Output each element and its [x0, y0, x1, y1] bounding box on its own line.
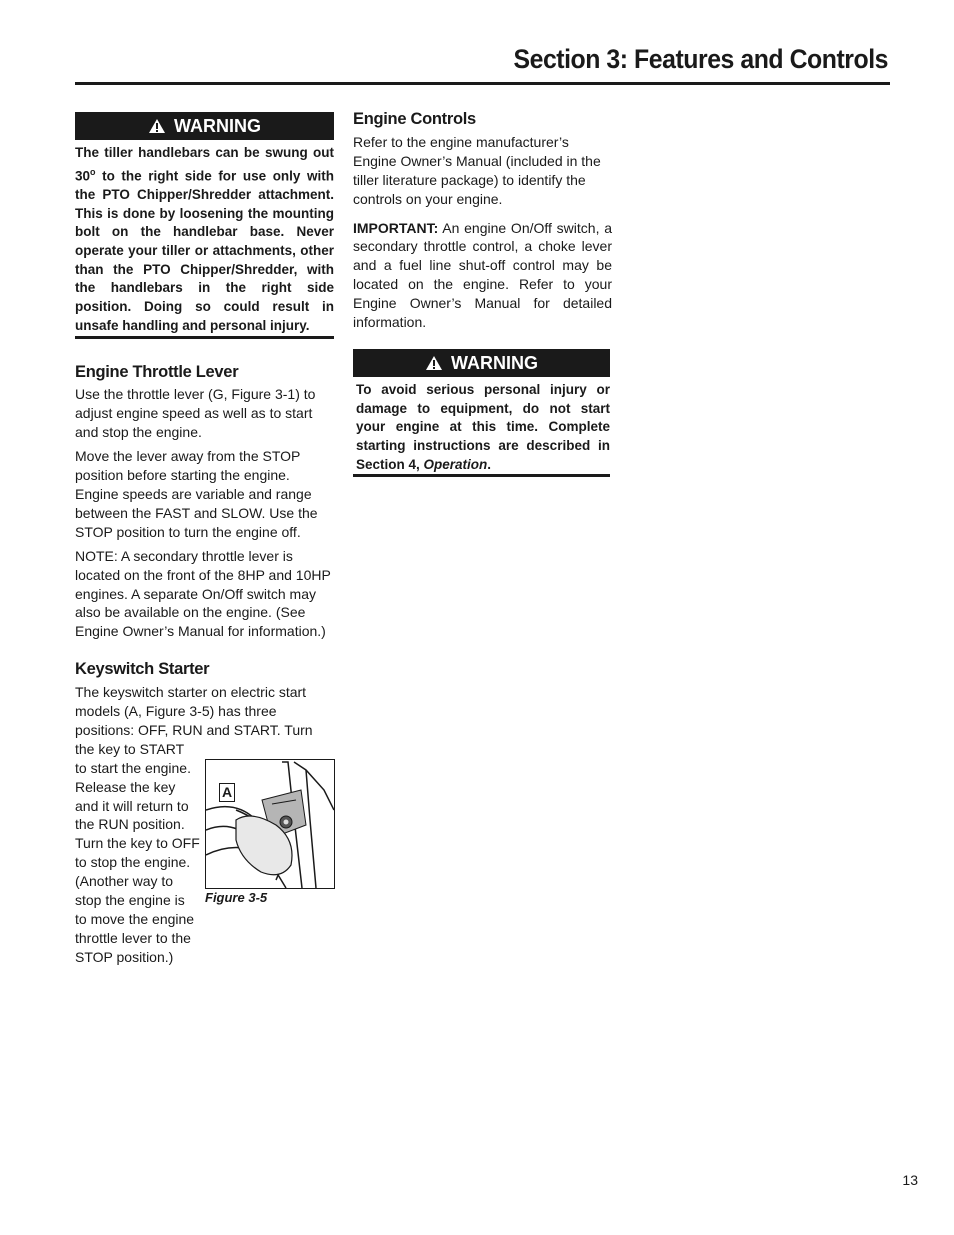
paragraph-wrapped: to start the engine. Release the key and it will return to the RUN position. Turn the key to OFF to stop the engine. (Another way to stop the engine is to move the engine throttle lever to the STOP position.)	[75, 759, 200, 965]
important-label: IMPORTANT:	[353, 219, 439, 236]
paragraph: Refer to the engine manufacturer’s Engine Owner’s Manual (included in the tiller literature package) to identify the controls on your engine.	[353, 133, 601, 207]
operation-italic: Operation	[423, 456, 488, 472]
figure-keyswitch	[205, 759, 335, 889]
figure-caption: Figure 3-5	[205, 890, 268, 905]
keyswitch-illustration	[206, 760, 334, 888]
heading-engine-controls: Engine Controls	[353, 110, 476, 128]
page-number: 13	[902, 1172, 918, 1188]
important-paragraph: IMPORTANT: An engine On/Off switch, a secondary throttle control, a choke lever and a fuel line shut-off control may be located on the engine. Refer to your Engine Owner’s Manual for detailed information.	[353, 219, 612, 331]
warning-label: WARNING	[451, 352, 538, 373]
paragraph: Use the throttle lever (G, Figure 3-1) to adjust engine speed as well as to start and stop the engine.	[75, 386, 316, 441]
title-rule	[75, 82, 890, 85]
warning-text: To avoid serious personal injury or damage to equipment, do not start your engine at this time. Complete starting instructions are described in Section 4, Operation.	[353, 377, 610, 478]
warning-banner	[353, 349, 610, 377]
section-title: Section 3: Features and Controls	[513, 44, 888, 74]
heading-keyswitch: Keyswitch Starter	[75, 660, 210, 679]
warning-triangle-icon	[148, 118, 166, 134]
paragraph: NOTE: A secondary throttle lever is located on the front of the 8HP and 10HP engines. A separate On/Off switch may also be available on the engine. (See Engine Owner’s Manual for information.)	[75, 547, 331, 640]
paragraph: The keyswitch starter on electric start models (A, Figure 3-5) has three positions: OFF, RUN and START. Turn the key to START	[75, 684, 313, 757]
warning-text: The tiller handlebars can be swung out 30$^o$ to the right side for use only with the PTO Chipper/Shredder attachment. This is done by loosening the mounting bolt on the handlebar base. Never operate your tiller or attachments, other than the PTO Chipper/Shredder, with the handlebars in the right side position. Doing so could result in unsafe handling and personal injury.	[75, 140, 334, 339]
warning-label: WARNING	[174, 115, 261, 136]
warning-banner	[75, 112, 334, 140]
callout-a: A	[219, 783, 235, 802]
paragraph: Move the lever away from the STOP position before starting the engine. Engine speeds are variable and range between the FAST and SLOW. Use the STOP position to turn the engine off.	[75, 448, 318, 540]
heading-throttle: Engine Throttle Lever	[75, 362, 239, 381]
warning-triangle-icon	[425, 355, 443, 371]
right-column	[353, 110, 612, 477]
degree-symbol: o	[90, 166, 96, 177]
